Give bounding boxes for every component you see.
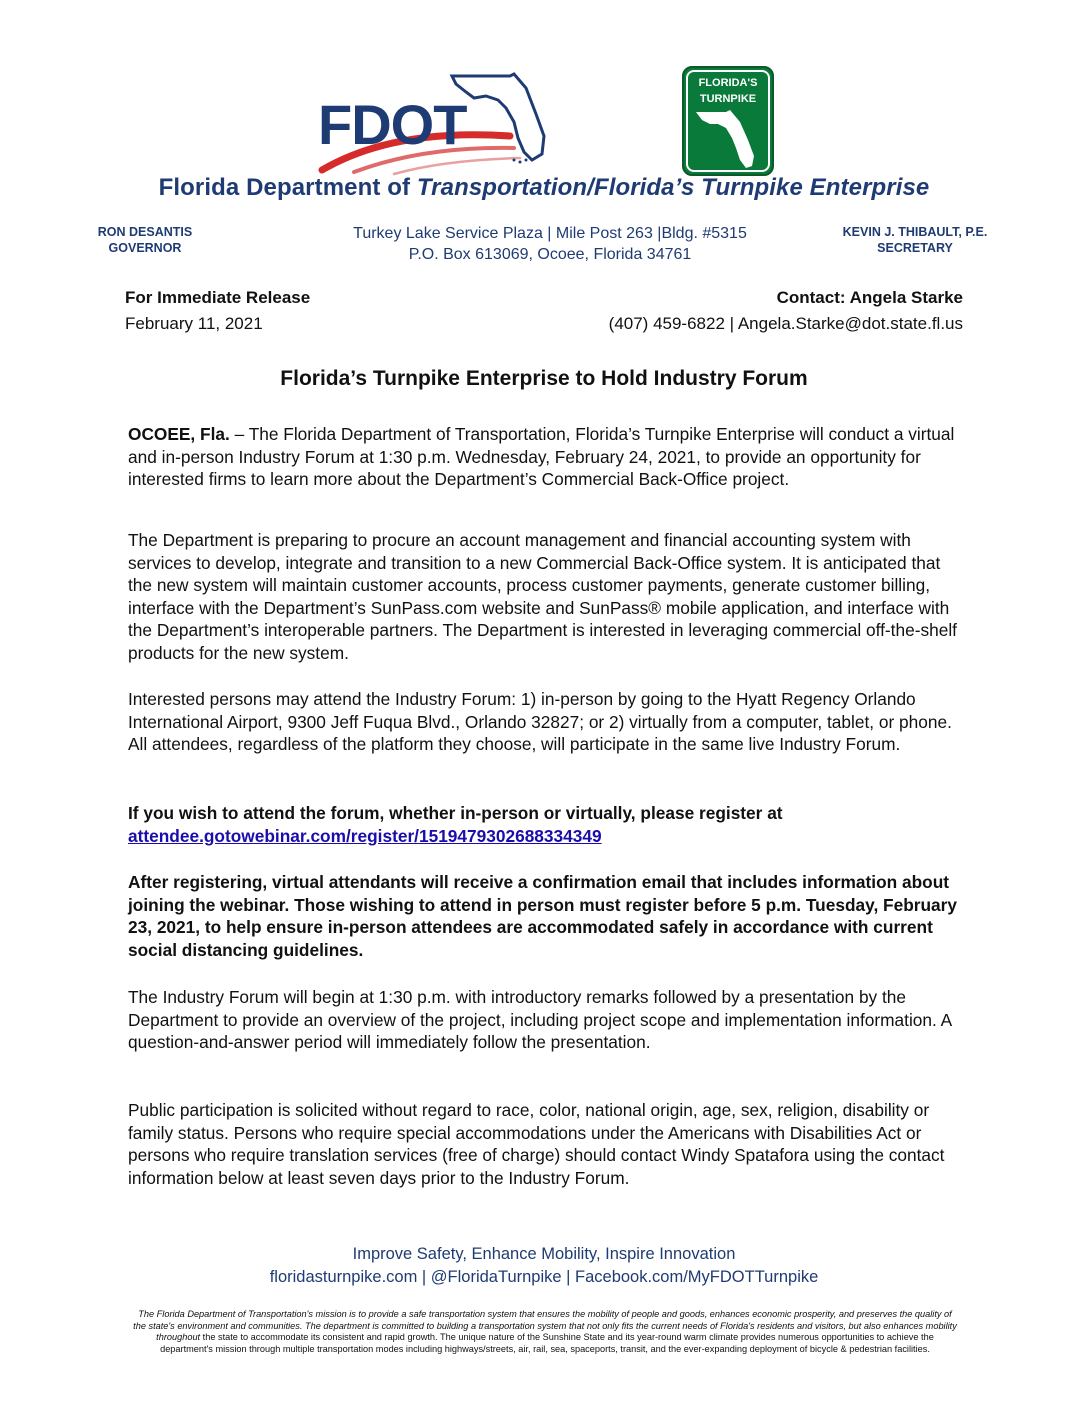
fdot-logo-text: FDOT	[318, 93, 467, 156]
release-label: For Immediate Release	[125, 288, 311, 307]
dateline: OCOEE, Fla.	[128, 424, 230, 444]
paragraph-confirmation: After registering, virtual attendants will receive a confirmation email that includes information about joining the webinar. Those wishing to attend in person must register before 5 p.m. Tuesday, February 23, 2021, to help ensure in-person attendees are accommodated safely in accordance with current social distancing guidelines.	[128, 872, 957, 960]
fdot-logo	[314, 70, 550, 176]
turnpike-logo-line2: TURNPIKE	[699, 93, 757, 105]
address-block	[300, 223, 800, 265]
address-line2: P.O. Box 613069, Ocoee, Florida 34761	[408, 246, 692, 263]
paragraph-intro	[128, 423, 968, 491]
agency-title-italic: Transportation/Florida’s Turnpike Enterprise	[416, 174, 930, 201]
turnpike-logo	[682, 66, 774, 176]
footer-motto: Improve Safety, Enhance Mobility, Inspire Innovation	[352, 1245, 736, 1263]
mission-italic: The Florida Department of Transportation's mission is to provide a safe transportation system that ensures the mobility of people and goods, enhances economic prosperity, and preserves the quality of the state's environment and communities. The department is committed to building a transportation system that not only fits the current needs of Florida's residents and visitors, but also enhances mobility throughout	[133, 1309, 957, 1343]
paragraph-forum-agenda: The Industry Forum will begin at 1:30 p.m. with introductory remarks followed by a presentation by the Department to provide an overview of the project, including project scope and implementation information. A question-and-answer period will immediately follow the presentation.	[128, 987, 952, 1053]
paragraph-intro-text: – The Florida Department of Transportation, Florida’s Turnpike Enterprise will conduct a virtual and in-person Industry Forum at 1:30 p.m. Wednesday, February 24, 2021, to provide an opportunity for interested firms to learn more about the Department’s Commercial Back-Office project.	[128, 424, 955, 490]
governor-name: RON DESANTIS	[97, 225, 193, 239]
mission-plain: the state to accommodate its consistent and rapid growth. The unique nature of the Sunshine State and its year-round warm climate provides numerous opportunities to achieve the department's mission through multiple transportation modes including highways/streets, air, rail, sea, spaceports, transit, and the ever-expanding deployment of bicycle & pedestrian facilities.	[160, 1332, 934, 1354]
footer-social: floridasturnpike.com | @FloridaTurnpike | Facebook.com/MyFDOTTurnpike	[269, 1268, 819, 1286]
address-line1: Turkey Lake Service Plaza | Mile Post 263 |Bldg. #5315	[353, 225, 747, 242]
release-date: February 11, 2021	[125, 314, 263, 333]
secretary-block	[820, 224, 1010, 256]
paragraph-procurement: The Department is preparing to procure an account management and financial accounting system with services to develop, integrate and transition to a new Commercial Back-Office system. It is anticipated that the new system will maintain customer accounts, process customer payments, generate customer billing, interface with the Department’s SunPass.com website and SunPass® mobile application, and interface with the Department’s interoperable partners. The Department is interested in leveraging commercial off-the-shelf products for the new system.	[128, 530, 957, 663]
paragraph-public-participation: Public participation is solicited without regard to race, color, national origin, age, sex, religion, disability or family status. Persons who require special accommodations under the Americans with Disabilities Act or persons who require translation services (free of charge) should contact Windy Spatafora using the contact information below at least seven days prior to the Industry Forum.	[128, 1100, 945, 1188]
register-text: If you wish to attend the forum, whether in-person or virtually, please register at	[128, 803, 783, 823]
register-link[interactable]: attendee.gotowebinar.com/register/1519479302688334349	[128, 825, 602, 846]
contact-info: (407) 459-6822 | Angela.Starke@dot.state.fl.us	[608, 314, 963, 333]
mission-statement	[132, 1309, 958, 1355]
agency-title-plain: Florida Department of	[158, 174, 417, 201]
paragraph-register	[128, 802, 968, 847]
governor-block	[70, 224, 220, 256]
agency-title	[0, 174, 1088, 202]
governor-title: GOVERNOR	[108, 241, 182, 255]
secretary-title: SECRETARY	[877, 241, 953, 255]
paragraph-attendance: Interested persons may attend the Industry Forum: 1) in-person by going to the Hyatt Regency Orlando International Airport, 9300 Jeff Fuqua Blvd., Orlando 32827; or 2) virtually from a computer, tablet, or phone. All attendees, regardless of the platform they choose, will participate in the same live Industry Forum.	[128, 689, 952, 755]
turnpike-logo-line1: FLORIDA'S	[698, 77, 758, 89]
secretary-name: KEVIN J. THIBAULT, P.E.	[842, 225, 988, 239]
headline: Florida’s Turnpike Enterprise to Hold Industry Forum	[280, 367, 808, 390]
contact-label: Contact: Angela Starke	[776, 288, 963, 307]
